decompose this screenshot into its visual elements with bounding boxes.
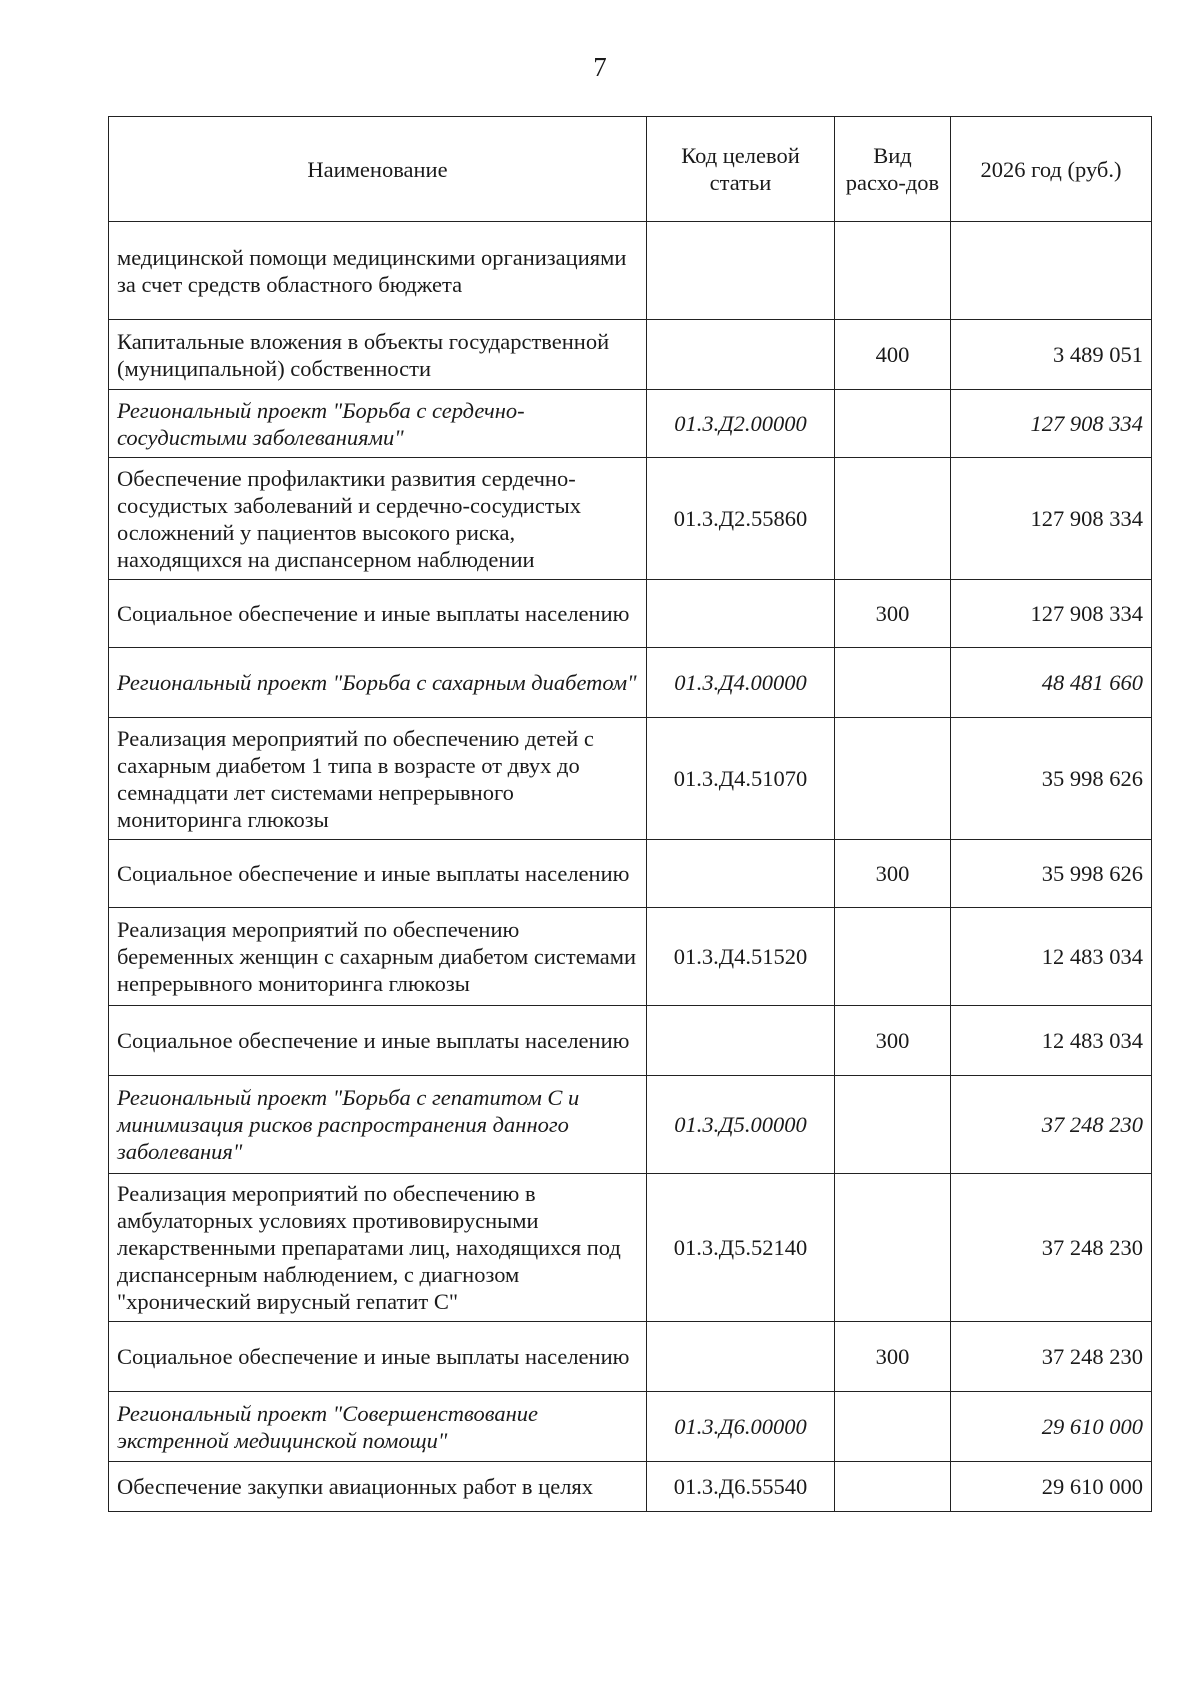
- cell-code: 01.3.Д6.55540: [647, 1462, 835, 1512]
- cell-code: [647, 320, 835, 390]
- table-body: [109, 222, 1152, 1512]
- cell-name: Реализация мероприятий по обеспечению в амбулаторных условиях противовирусными лекарственными препаратами лиц, находящихся под диспансерным наблюдением, с диагнозом "хронический вирусный гепатит С": [109, 1174, 647, 1322]
- cell-code: 01.3.Д4.00000: [647, 648, 835, 718]
- cell-amount: 12 483 034: [951, 908, 1152, 1006]
- cell-name: Социальное обеспечение и иные выплаты населению: [109, 1006, 647, 1076]
- table-row: [109, 908, 1152, 1006]
- cell-code: 01.3.Д5.52140: [647, 1174, 835, 1322]
- cell-name: Социальное обеспечение и иные выплаты населению: [109, 580, 647, 648]
- cell-kind: 300: [835, 1006, 951, 1076]
- header-name: Наименование: [109, 117, 647, 222]
- cell-code: 01.3.Д4.51520: [647, 908, 835, 1006]
- table-row: [109, 1462, 1152, 1512]
- cell-kind: [835, 1462, 951, 1512]
- cell-kind: 300: [835, 580, 951, 648]
- header-kind: Вид расхо-дов: [835, 117, 951, 222]
- table-row: [109, 458, 1152, 580]
- cell-code: [647, 580, 835, 648]
- cell-amount: 127 908 334: [951, 458, 1152, 580]
- cell-name: медицинской помощи медицинскими организациями за счет средств областного бюджета: [109, 222, 647, 320]
- cell-kind: 300: [835, 840, 951, 908]
- cell-name: Обеспечение профилактики развития сердечно-сосудистых заболеваний и сердечно-сосудистых осложнений у пациентов высокого риска, находящихся на диспансерном наблюдении: [109, 458, 647, 580]
- cell-name: Социальное обеспечение и иные выплаты населению: [109, 840, 647, 908]
- cell-code: [647, 1006, 835, 1076]
- cell-amount: 37 248 230: [951, 1076, 1152, 1174]
- cell-amount: 37 248 230: [951, 1322, 1152, 1392]
- table-row: [109, 1076, 1152, 1174]
- cell-kind: [835, 908, 951, 1006]
- cell-name: Региональный проект "Совершенствование экстренной медицинской помощи": [109, 1392, 647, 1462]
- cell-kind: [835, 718, 951, 840]
- cell-amount: 29 610 000: [951, 1392, 1152, 1462]
- cell-amount: 35 998 626: [951, 718, 1152, 840]
- table-header-row: [109, 117, 1152, 222]
- cell-amount: 35 998 626: [951, 840, 1152, 908]
- table-row: [109, 320, 1152, 390]
- header-code: Код целевой статьи: [647, 117, 835, 222]
- table-row: [109, 1174, 1152, 1322]
- cell-name: Обеспечение закупки авиационных работ в целях: [109, 1462, 647, 1512]
- cell-code: [647, 840, 835, 908]
- cell-name: Региональный проект "Борьба с гепатитом С и минимизация рисков распространения данного заболевания": [109, 1076, 647, 1174]
- cell-amount: [951, 222, 1152, 320]
- cell-kind: [835, 222, 951, 320]
- cell-name: Региональный проект "Борьба с сердечно-сосудистыми заболеваниями": [109, 390, 647, 458]
- budget-table: [108, 116, 1152, 1512]
- table-row: [109, 580, 1152, 648]
- cell-kind: [835, 648, 951, 718]
- cell-kind: [835, 1174, 951, 1322]
- table-row: [109, 390, 1152, 458]
- cell-kind: [835, 390, 951, 458]
- cell-code: [647, 222, 835, 320]
- cell-kind: [835, 1392, 951, 1462]
- cell-code: 01.3.Д4.51070: [647, 718, 835, 840]
- cell-code: 01.3.Д5.00000: [647, 1076, 835, 1174]
- table-row: [109, 1392, 1152, 1462]
- table-row: [109, 1006, 1152, 1076]
- cell-amount: 12 483 034: [951, 1006, 1152, 1076]
- table-row: [109, 840, 1152, 908]
- table-row: [109, 1322, 1152, 1392]
- cell-kind: [835, 1076, 951, 1174]
- cell-name: Реализация мероприятий по обеспечению беременных женщин с сахарным диабетом системами непрерывного мониторинга глюкозы: [109, 908, 647, 1006]
- table-row: [109, 648, 1152, 718]
- table-row: [109, 718, 1152, 840]
- cell-name: Реализация мероприятий по обеспечению детей с сахарным диабетом 1 типа в возрасте от двух до семнадцати лет системами непрерывного мониторинга глюкозы: [109, 718, 647, 840]
- cell-amount: 127 908 334: [951, 390, 1152, 458]
- cell-name: Капитальные вложения в объекты государственной (муниципальной) собственности: [109, 320, 647, 390]
- cell-amount: 37 248 230: [951, 1174, 1152, 1322]
- cell-amount: 29 610 000: [951, 1462, 1152, 1512]
- cell-code: [647, 1322, 835, 1392]
- cell-kind: 400: [835, 320, 951, 390]
- cell-name: Региональный проект "Борьба с сахарным диабетом": [109, 648, 647, 718]
- page-number: 7: [593, 52, 607, 82]
- header-amount: 2026 год (руб.): [951, 117, 1152, 222]
- cell-kind: 300: [835, 1322, 951, 1392]
- cell-name: Социальное обеспечение и иные выплаты населению: [109, 1322, 647, 1392]
- cell-code: 01.3.Д2.00000: [647, 390, 835, 458]
- cell-amount: 127 908 334: [951, 580, 1152, 648]
- cell-code: 01.3.Д6.00000: [647, 1392, 835, 1462]
- cell-amount: 48 481 660: [951, 648, 1152, 718]
- cell-amount: 3 489 051: [951, 320, 1152, 390]
- table-row: [109, 222, 1152, 320]
- cell-code: 01.3.Д2.55860: [647, 458, 835, 580]
- cell-kind: [835, 458, 951, 580]
